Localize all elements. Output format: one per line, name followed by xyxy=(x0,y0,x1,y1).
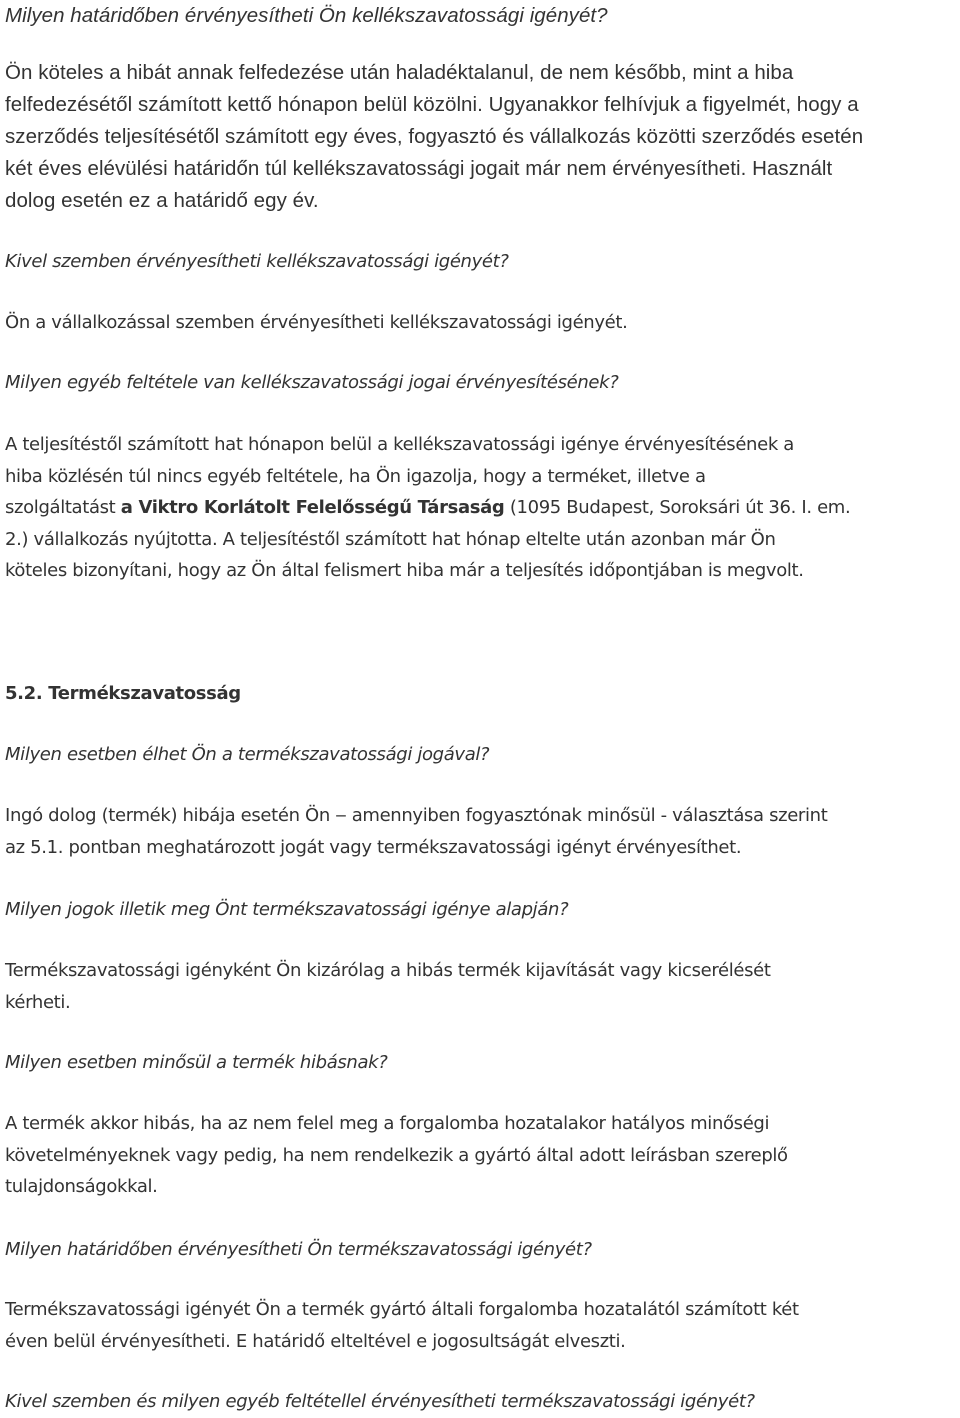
answer-kellek-kivel: Ön a vállalkozással szemben érvényesítheti kellékszavatossági igényét. xyxy=(5,312,628,333)
text-line: követelményeknek vagy pedig, ha nem rendelkezik a gyártó által adott leírásban szereplő xyxy=(5,1144,788,1166)
answer-termek-hatarido xyxy=(5,1294,955,1357)
company-name: a Viktro Korlátolt Felelősségű Társaság xyxy=(120,497,505,518)
question-termek-hatarido: Milyen határidőben érvényesítheti Ön termékszavatossági igényét? xyxy=(5,1239,592,1260)
text-fragment: szolgáltatást xyxy=(5,497,121,518)
question-termek-eset: Milyen esetben élhet Ön a termékszavatossági jogával? xyxy=(5,744,490,765)
text-line: tulajdonságokkal. xyxy=(5,1176,158,1197)
text-line: A teljesítéstől számított hat hónapon belül a kellékszavatossági igénye érvényesítésének a xyxy=(5,434,794,455)
text-line xyxy=(5,492,955,524)
text-line: éven belül érvényesítheti. E határidő elteltével e jogosultságát elveszti. xyxy=(5,1330,626,1352)
text-line: kérheti. xyxy=(5,991,71,1013)
text-line: A termék akkor hibás, ha az nem felel meg a forgalomba hozatalakor hatályos minőségi xyxy=(5,1113,770,1134)
text-line: Termékszavatossági igényét Ön a termék gyártó általi forgalomba hozatalától számított két xyxy=(5,1299,799,1320)
answer-termek-jogok xyxy=(5,955,955,1018)
text-line: az 5.1. pontban meghatározott jogát vagy termékszavatossági igényt érvényesíthet. xyxy=(5,836,742,858)
text-line: hiba közlésén túl nincs egyéb feltétele, ha Ön igazolja, hogy a terméket, illetve a xyxy=(5,465,706,487)
question-termek-jogok: Milyen jogok illetik meg Önt termékszavatossági igénye alapján? xyxy=(5,899,569,920)
answer-kellek-feltetel xyxy=(5,429,955,587)
answer-kellek-hatarido xyxy=(5,57,955,217)
text-fragment: (1095 Budapest, Soroksári út 36. I. em. xyxy=(504,497,851,518)
text-line: felfedezésétől számított kettő hónapon belül közölni. Ugyanakkor felhívjuk a figyelmét, hogy a xyxy=(5,93,859,116)
question-termek-hibas: Milyen esetben minősül a termék hibásnak? xyxy=(5,1052,388,1073)
question-kellek-hatarido: Milyen határidőben érvényesítheti Ön kellékszavatossági igényét? xyxy=(5,4,608,27)
text-line: köteles bizonyítani, hogy az Ön által felismert hiba már a teljesítés időpontjában is megvolt. xyxy=(5,560,804,581)
text-line: két éves elévülési határidőn túl kellékszavatossági jogait már nem érvényesítheti. Használt xyxy=(5,157,833,180)
text-line: 2.) vállalkozás nyújtotta. A teljesítéstől számított hat hónap eltelte után azonban már Ön xyxy=(5,528,776,550)
question-termek-kivel: Kivel szemben és milyen egyéb feltétellel érvényesítheti termékszavatossági igényét? xyxy=(5,1391,755,1412)
text-line: Ingó dolog (termék) hibája esetén Ön ‒ amennyiben fogyasztónak minősül - választása szerint xyxy=(5,805,828,826)
answer-termek-eset xyxy=(5,800,955,863)
section-heading: 5.2. Termékszavatosság xyxy=(5,683,241,704)
text-line: Termékszavatossági igényként Ön kizárólag a hibás termék kijavítását vagy kicserélését xyxy=(5,960,771,981)
text-line: szerződés teljesítésétől számított egy éves, fogyasztó és vállalkozás közötti szerződés esetén xyxy=(5,125,864,148)
answer-termek-hibas xyxy=(5,1108,955,1203)
text-line: Ön köteles a hibát annak felfedezése után haladéktalanul, de nem később, mint a hiba xyxy=(5,61,794,84)
question-kellek-feltetel: Milyen egyéb feltétele van kellékszavatossági jogai érvényesítésének? xyxy=(5,372,619,393)
text-line: dolog esetén ez a határidő egy év. xyxy=(5,189,319,212)
question-kellek-kivel: Kivel szemben érvényesítheti kellékszavatossági igényét? xyxy=(5,251,509,272)
